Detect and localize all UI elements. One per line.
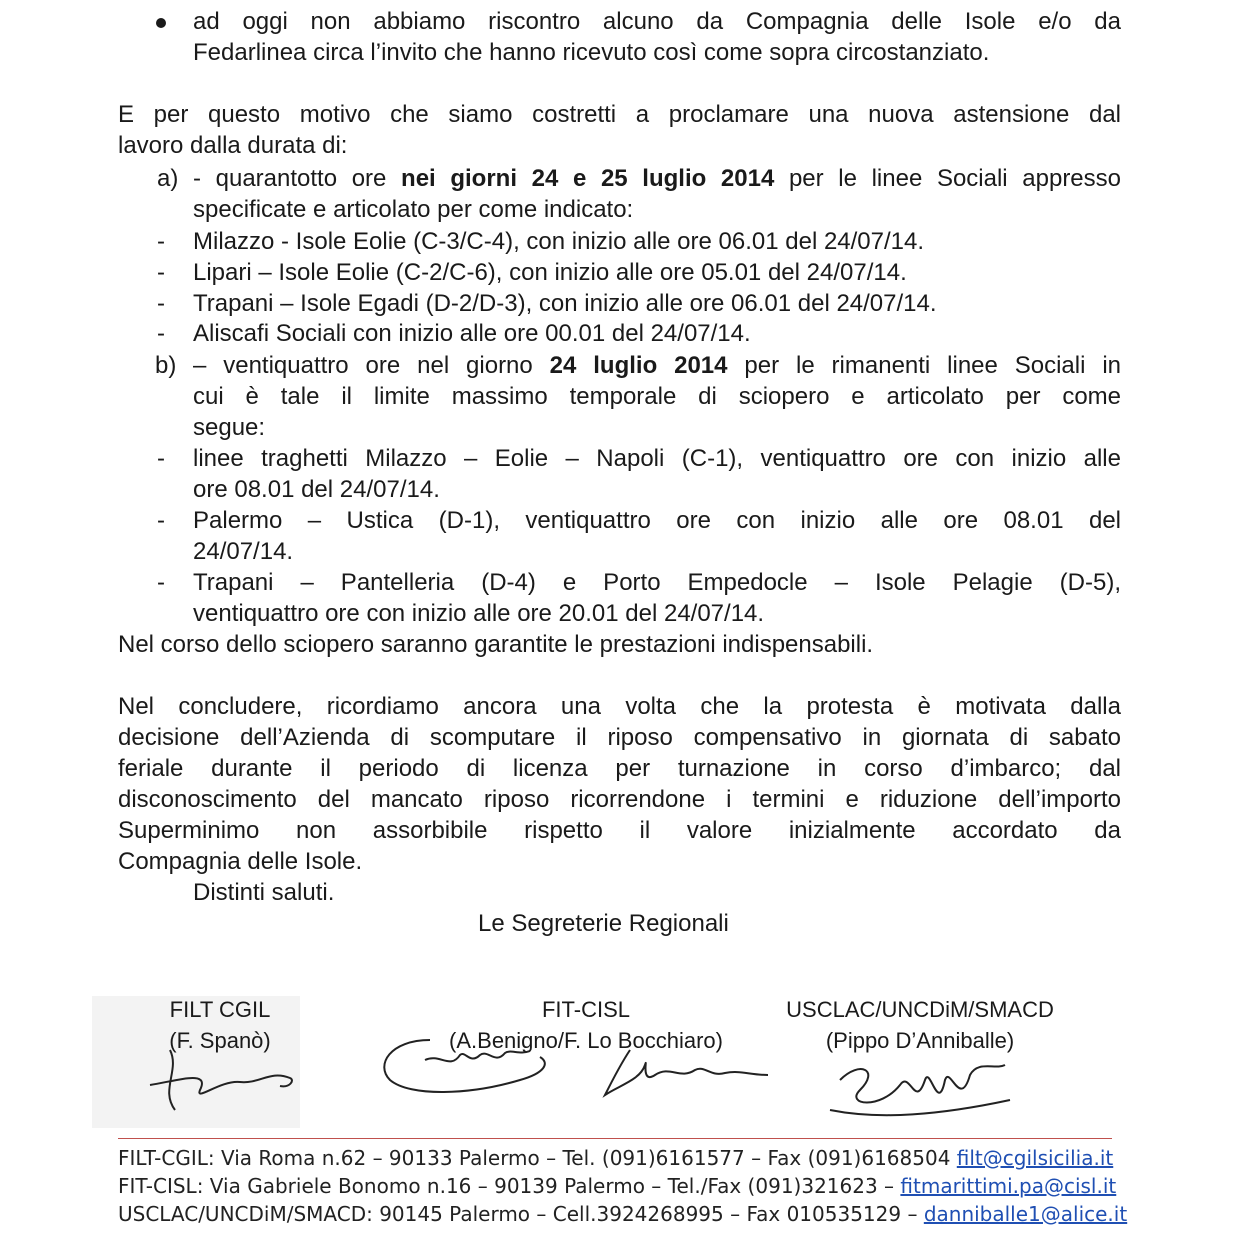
footer-text: FIT-CISL: Via Gabriele Bonomo n.16 – 90139 Palermo – Tel./Fax (091)321623 – (118, 1174, 901, 1198)
item-a-pre: - quarantotto ore (193, 165, 402, 192)
email-link[interactable]: danniballe1@alice.it (923, 1202, 1128, 1226)
conclusion-line: Nel concludere, ricordiamo ancora una volta che la protesta è motivata dalla (118, 693, 1121, 720)
signature-org: FIT-CISL (541, 997, 630, 1022)
dash-marker: - (157, 320, 165, 347)
dash-marker: - (157, 290, 165, 317)
item-b-post: per le rimanenti linee Sociali in (727, 352, 1122, 379)
dash-marker: - (157, 228, 165, 255)
bullet-line-1: ad oggi non abbiamo riscontro alcuno da Compagnia delle Isole e/o da (193, 8, 1121, 35)
a-list-item: Milazzo - Isole Eolie (C-3/C-4), con inizio alle ore 06.01 del 24/07/14. (193, 228, 925, 255)
footer-text: FILT-CGIL: Via Roma n.62 – 90133 Palermo – Tel. (091)6161577 – Fax (091)6168504 (118, 1146, 957, 1170)
bullet-line-2: Fedarlinea circa l’invito che hanno ricevuto così come sopra circostanziato. (193, 39, 990, 66)
closing-greeting: Distinti saluti. (193, 879, 335, 906)
footer-text: USCLAC/UNCDiM/SMACD: 90145 Palermo – Cell.3924268995 – Fax 010535129 – (118, 1202, 924, 1226)
signature-person: (A.Benigno/F. Lo Bocchiaro) (449, 1028, 723, 1053)
dash-marker: - (157, 259, 165, 286)
item-b-line-2: cui è tale il limite massimo temporale di sciopero e articolato per come (193, 383, 1121, 410)
guarantee-line: Nel corso dello sciopero saranno garantite le prestazioni indispensabili. (118, 631, 874, 658)
footer-line-filt-cgil (118, 1144, 1113, 1172)
signature-org: FILT CGIL (169, 997, 271, 1022)
handwritten-signature-lo-bocchiaro (600, 1045, 780, 1105)
paragraph-line: E per questo motivo che siamo costretti a proclamare una nuova astensione dal (118, 101, 1121, 128)
item-a-line-1 (193, 163, 1121, 194)
handwritten-signature-danniballe (820, 1050, 1020, 1130)
item-a-bold-dates: nei giorni 24 e 25 luglio 2014 (401, 165, 775, 192)
b-list-item-line-2: ventiquattro ore con inizio alle ore 20.01 del 24/07/14. (193, 600, 765, 627)
list-marker-b: b) (155, 352, 177, 379)
dash-marker: - (157, 445, 165, 472)
item-b-pre: – ventiquattro ore nel giorno (193, 352, 550, 379)
paragraph-line: lavoro dalla durata di: (118, 132, 348, 159)
footer-divider (118, 1138, 1112, 1139)
bullet-dot (156, 18, 166, 28)
item-a-line-2: specificate e articolato per come indicato: (193, 196, 634, 223)
b-list-item-line-2: 24/07/14. (193, 538, 294, 565)
conclusion-line: decisione dell’Azienda di scomputare il riposo compensativo in giornata di sabato (118, 724, 1121, 751)
b-list-item-line-2: ore 08.01 del 24/07/14. (193, 476, 440, 503)
a-list-item: Lipari – Isole Eolie (C-2/C-6), con inizio alle ore 05.01 del 24/07/14. (193, 259, 907, 286)
footer-line-usclac (118, 1200, 1127, 1228)
item-b-line-1 (193, 350, 1121, 381)
handwritten-signature-benigno (370, 1025, 570, 1105)
b-list-item-line-1: linee traghetti Milazzo – Eolie – Napoli (C-1), ventiquattro ore con inizio alle (193, 445, 1121, 472)
list-marker-a: a) (157, 165, 179, 192)
signature-block-usclac (770, 994, 1070, 1056)
signature-person: (F. Spanò) (169, 1028, 271, 1053)
handwritten-signature-filt (140, 1040, 310, 1120)
conclusion-line: Compagnia delle Isole. (118, 848, 363, 875)
a-list-item: Aliscafi Sociali con inizio alle ore 00.01 del 24/07/14. (193, 320, 751, 347)
a-list-item: Trapani – Isole Egadi (D-2/D-3), con inizio alle ore 06.01 del 24/07/14. (193, 290, 937, 317)
signature-person: (Pippo D’Anniballe) (825, 1028, 1015, 1053)
signature-org: USCLAC/UNCDiM/SMACD (786, 997, 1054, 1022)
conclusion-line: disconoscimento del mancato riposo ricorrendone i termini e riduzione dell’importo (118, 786, 1121, 813)
item-b-bold-date: 24 luglio 2014 (549, 352, 728, 379)
dash-marker: - (157, 569, 165, 596)
email-link[interactable]: fitmarittimi.pa@cisl.it (900, 1174, 1117, 1198)
dash-marker: - (157, 507, 165, 534)
footer-line-fit-cisl (118, 1172, 1116, 1200)
b-list-item-line-1: Trapani – Pantelleria (D-4) e Porto Empedocle – Isole Pelagie (D-5), (193, 569, 1121, 596)
signatory-title: Le Segreterie Regionali (478, 910, 729, 937)
conclusion-line: feriale durante il periodo di licenza per turnazione in corso d’imbarco; dal (118, 755, 1121, 782)
email-link[interactable]: filt@cgilsicilia.it (956, 1146, 1114, 1170)
item-b-line-3: segue: (193, 414, 266, 441)
item-a-post: per le linee Sociali appresso (774, 165, 1122, 192)
conclusion-line: Superminimo non assorbibile rispetto il valore inizialmente accordato da (118, 817, 1121, 844)
b-list-item-line-1: Palermo – Ustica (D-1), ventiquattro ore con inizio alle ore 08.01 del (193, 507, 1121, 534)
